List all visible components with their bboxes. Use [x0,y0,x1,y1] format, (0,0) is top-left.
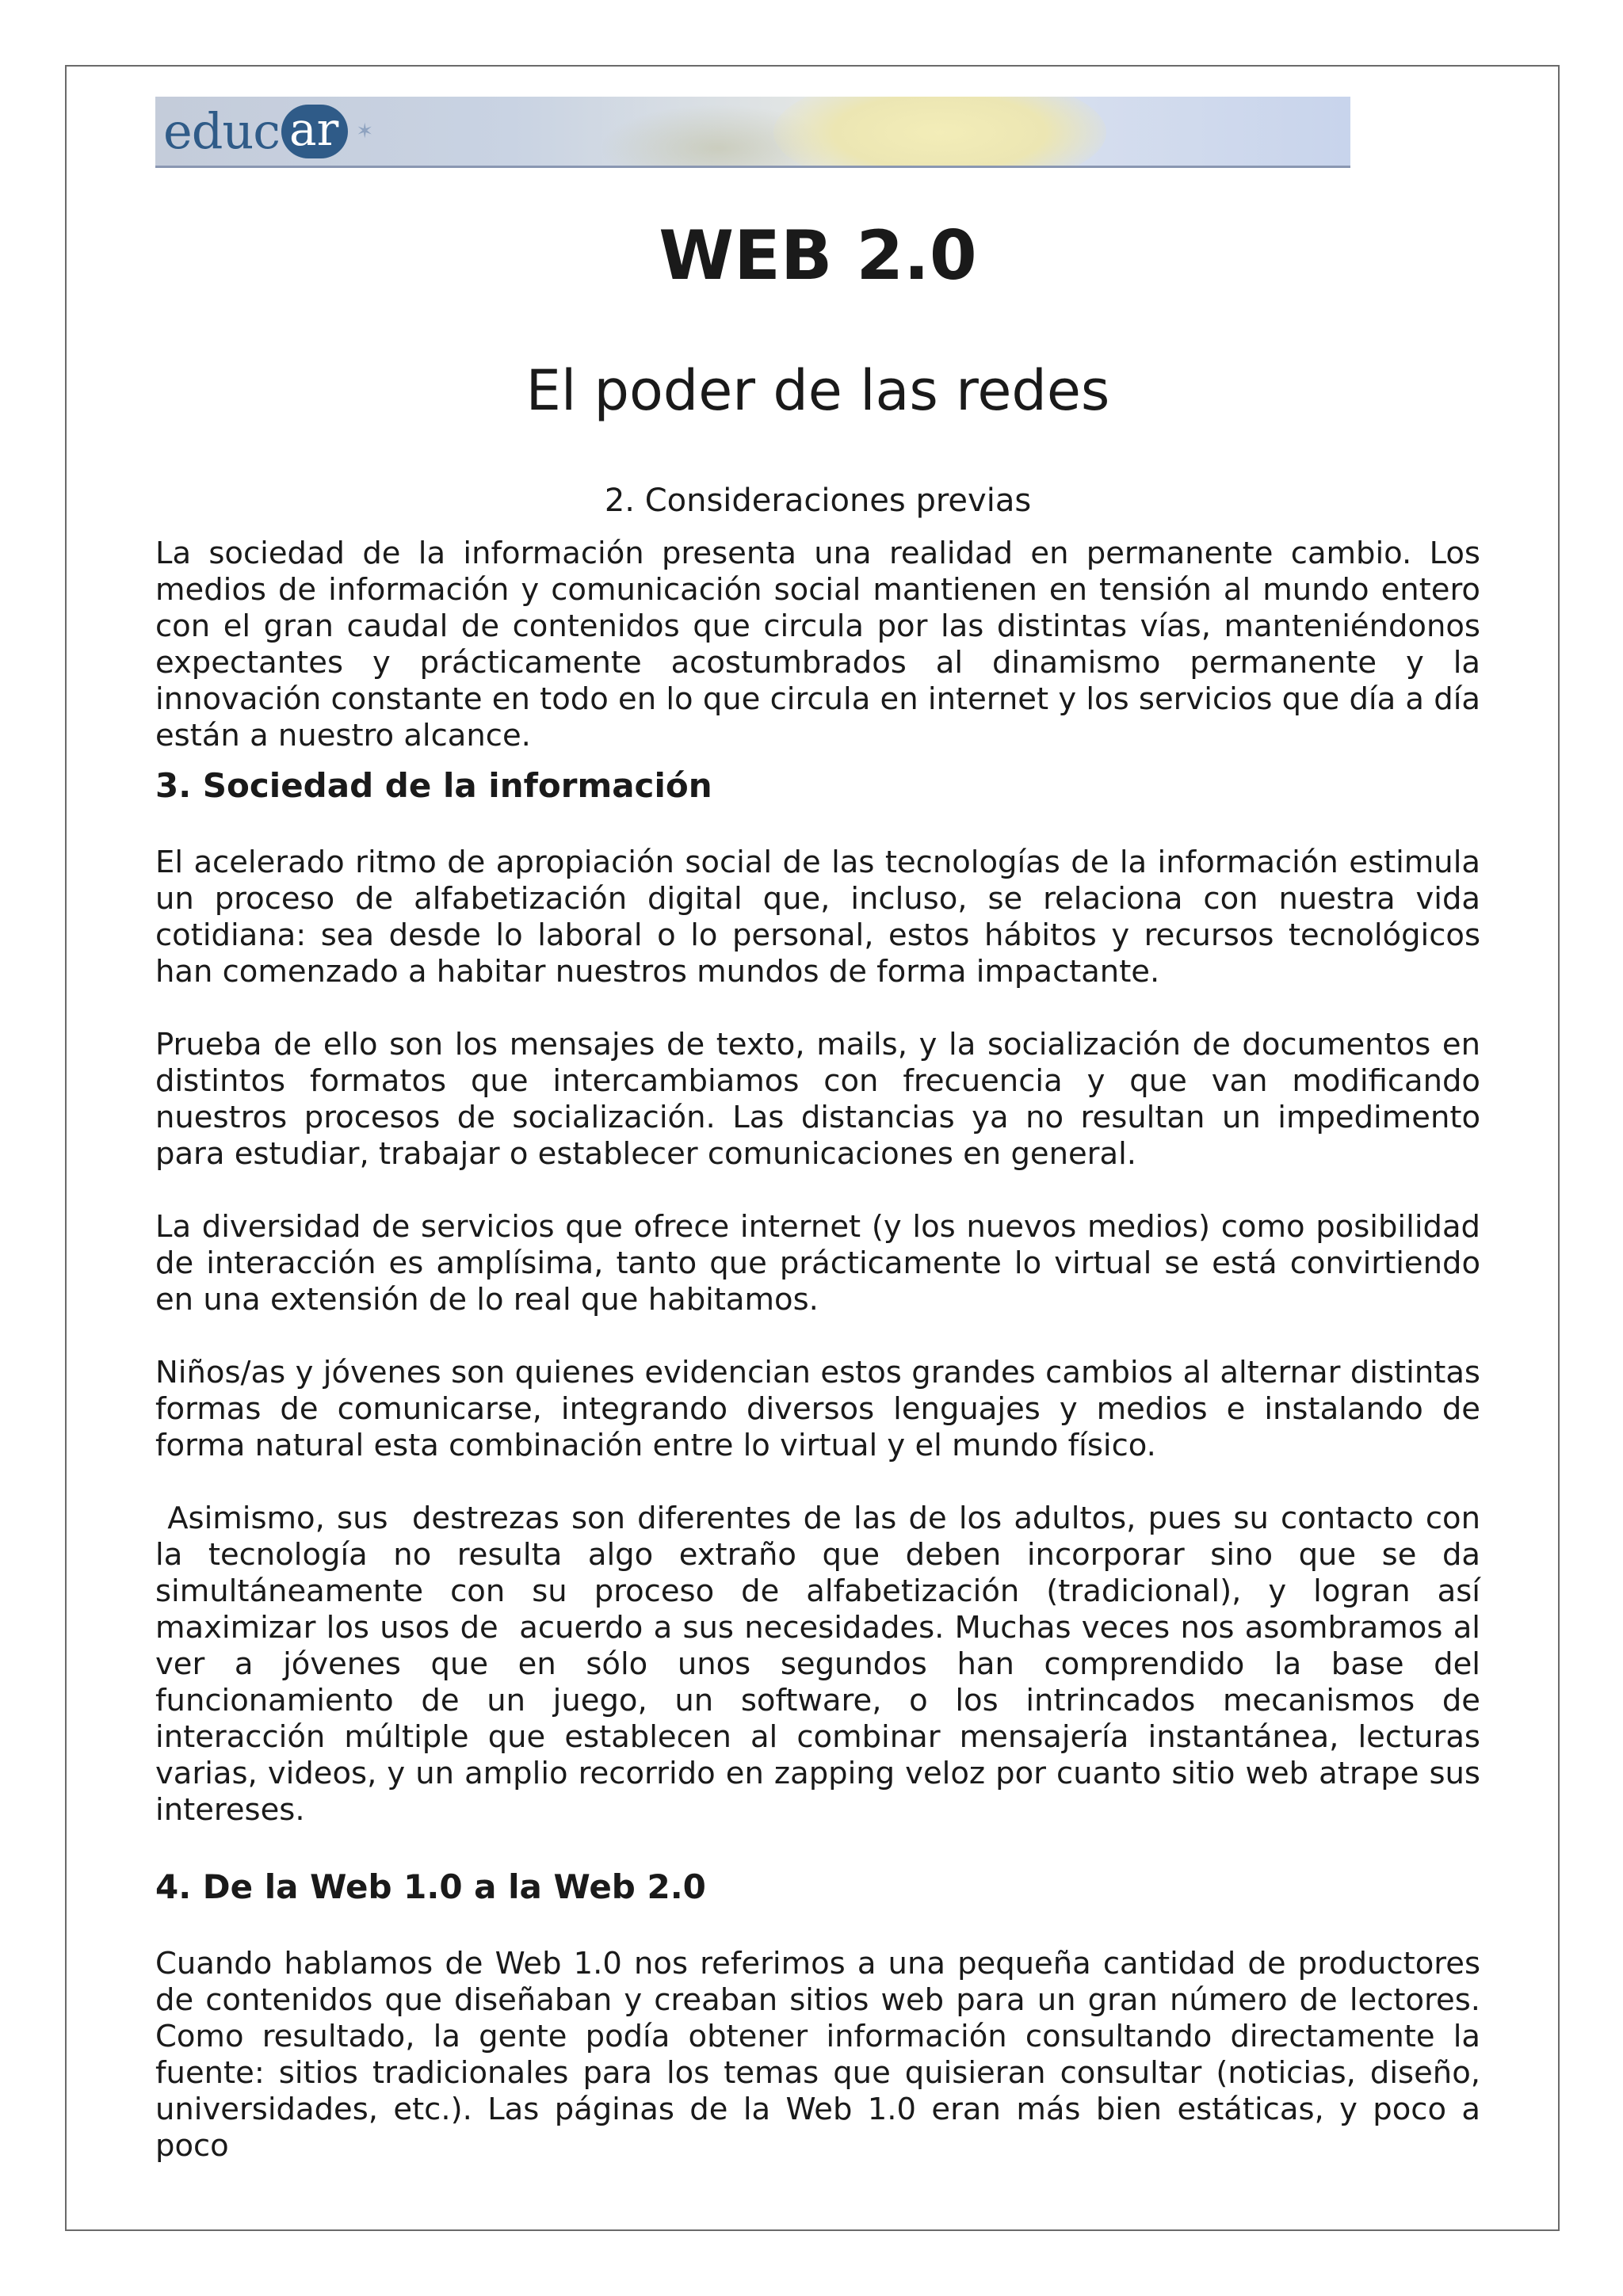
logo-accent: ar [281,105,348,158]
section-2-paragraph: La sociedad de la información presenta una realidad en permanente cambio. Los medios de información y comunicación social mantienen en tensión al mundo entero con el gran caudal de contenidos que circula por las distintas vías, manteniéndonos expectantes y prácticamente acostumbrados al dinamismo permanente y la innovación constante en todo en lo que circula en internet y los servicios que día a día están a nuestro alcance. [155,536,1480,753]
document-subtitle: El poder de las redes [525,358,1110,423]
section-3-paragraph-5: Asimismo, sus destrezas son diferentes de las de los adultos, pues su contacto con la tecnología no resulta algo extraño que deben incorporar sino que se da simultáneamente con su proceso de alfabetización (tradicional), y logran así maximizar los usos de acuerdo a sus necesidades. Muchas veces nos asombramos al ver a jóvenes que en sólo unos segundos han comprendido la base del funcionamiento de un juego, un software, o los intrincados mecanismos de interacción múltiple que establecen al combinar mensajería instantánea, lecturas varias, videos, y un amplio recorrido en zapping veloz por cuanto sitio web atrape sus intereses. [155,1501,1491,1828]
section-3-paragraph-2: Prueba de ello son los mensajes de texto, mails, y la socialización de documentos en distintos formatos que intercambiamos con frecuencia y que van modificando nuestros procesos de socialización. Las distancias ya no resultan un impedimento para estudiar, trabajar o establecer comunicaciones en general. [155,1027,1480,1172]
educar-logo [163,100,373,163]
section-3-paragraph-3: La diversidad de servicios que ofrece internet (y los nuevos medios) como posibilidad de interacción es amplísima, tanto que prácticamente lo virtual se está convirtiendo en una extensión de lo real que habitamos. [155,1209,1480,1318]
logo-text: educ [163,102,281,160]
section-4-paragraph: Cuando hablamos de Web 1.0 nos referimos a una pequeña cantidad de productores de contenidos que diseñaban y creaban sitios web para un gran número de lectores. Como resultado, la gente podía obtener información consultando directamente la fuente: sitios tradicionales para los temas que quisieran consultar (noticias, diseño, universidades, etc.). Las páginas de la Web 1.0 eran más bien estáticas, y poco a poco [155,1946,1480,2164]
header-banner [155,97,1350,168]
document-title: WEB 2.0 [659,216,977,296]
section-3-paragraph-1: El acelerado ritmo de apropiación social de las tecnologías de la información estimula un proceso de alfabetización digital que, incluso, se relaciona con nuestra vida cotidiana: sea desde lo laboral o lo personal, estos hábitos y recursos tecnológicos han comenzado a habitar nuestros mundos de forma impactante. [155,845,1480,990]
logo-star-icon: ✶ [356,120,374,143]
banner-highlight [773,97,1106,168]
section-3-heading: 3. Sociedad de la información [155,766,712,805]
section-4-heading: 4. De la Web 1.0 a la Web 2.0 [155,1867,706,1906]
section-2-title: 2. Consideraciones previas [604,482,1032,519]
document-body [155,536,1491,2164]
section-3-paragraph-4: Niños/as y jóvenes son quienes evidencian estos grandes cambios al alternar distintas formas de comunicarse, integrando diversos lenguajes y medios e instalando de forma natural esta combinación entre lo virtual y el mundo físico. [155,1355,1480,1463]
